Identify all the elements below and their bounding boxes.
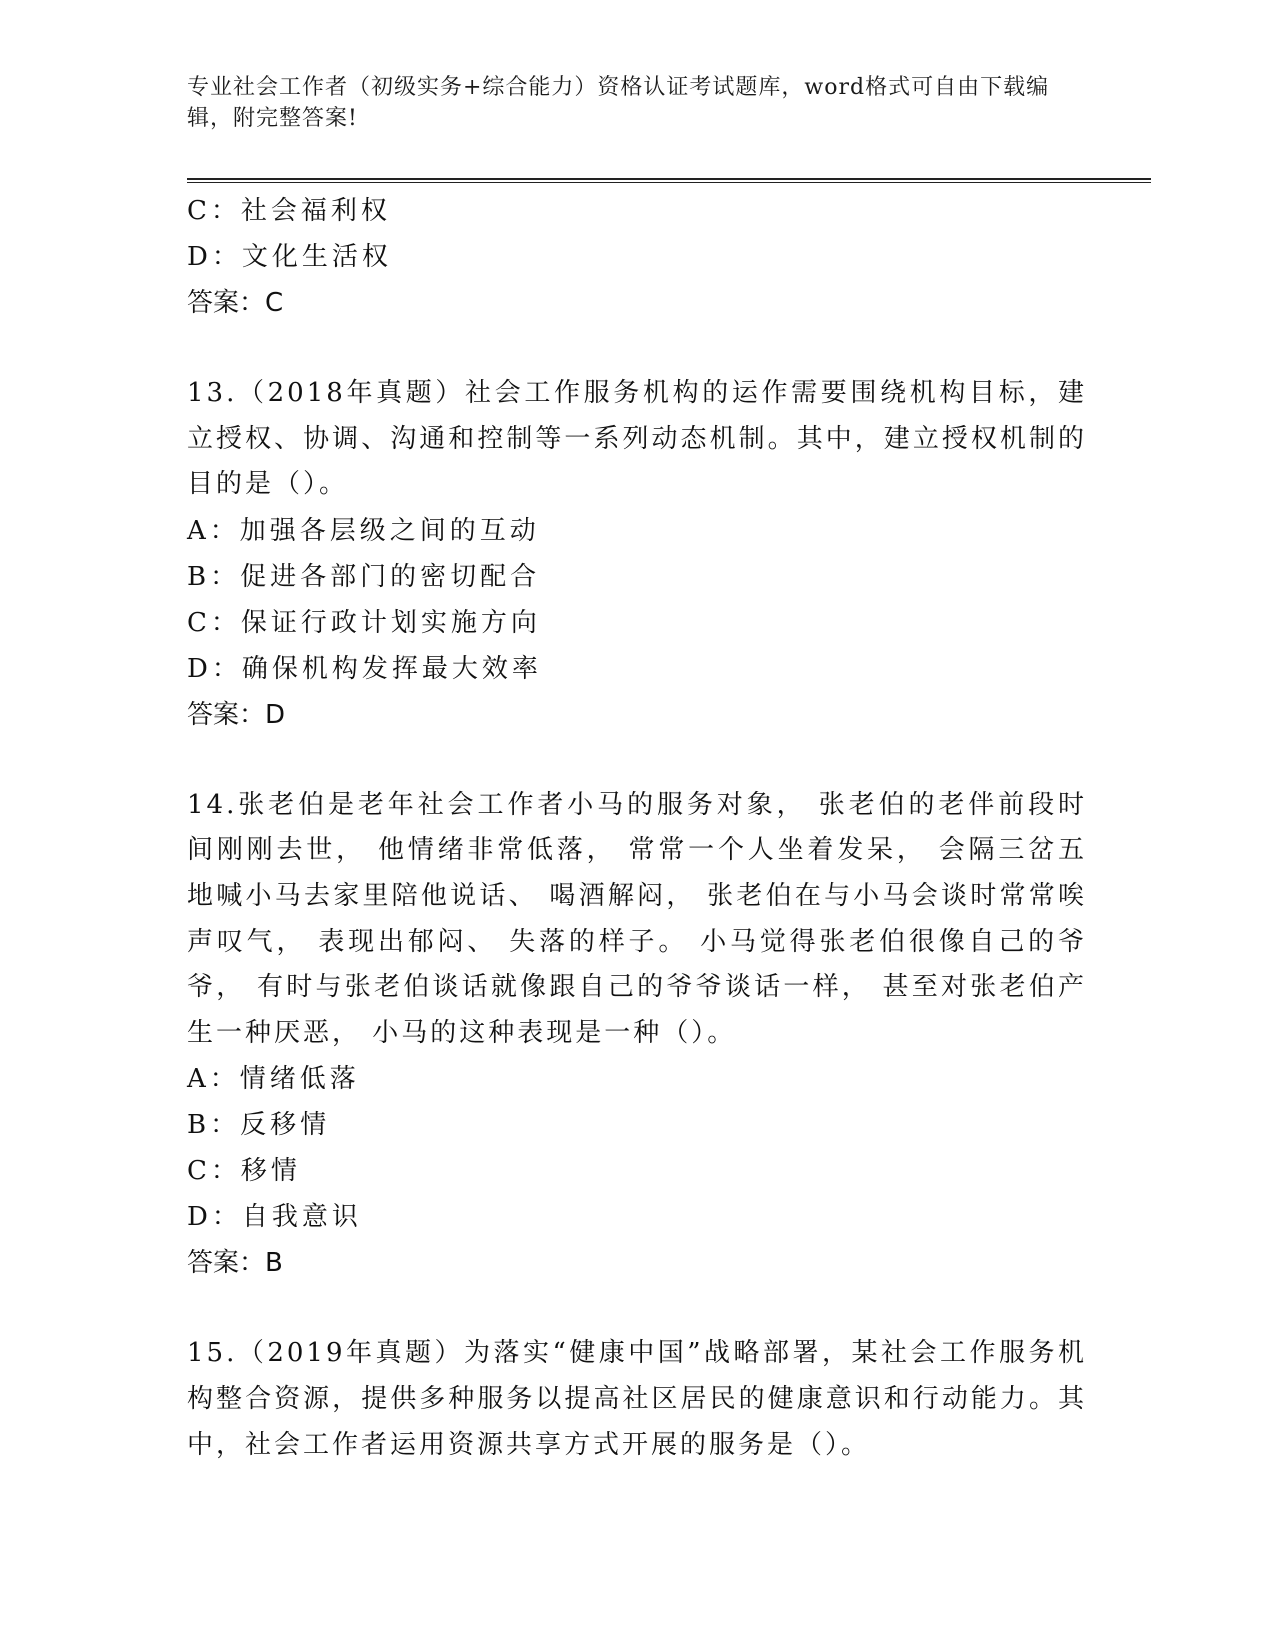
- q13-option-c: C：保证行政计划实施方向: [187, 607, 541, 638]
- q13-option-d: D：确保机构发挥最大效率: [187, 653, 542, 684]
- q12-option-c: C：社会福利权: [187, 196, 391, 226]
- q13-option-a: A：加强各层级之间的互动: [187, 515, 540, 546]
- q14-option-a: A：情绪低落: [187, 1064, 360, 1095]
- q14-option-b: B：反移情: [187, 1110, 331, 1141]
- q13-answer: 答案：D: [187, 699, 286, 730]
- q14-option-d: D：自我意识: [187, 1202, 362, 1233]
- header-rule-thick: [187, 178, 1151, 180]
- q12-option-d: D：文化生活权: [187, 242, 392, 272]
- q13-option-b: B：促进各部门的密切配合: [187, 561, 541, 592]
- q14-answer: 答案：B: [187, 1248, 283, 1279]
- page-header: 专业社会工作者（初级实务+综合能力）资格认证考试题库，word格式可自由下载编辑，附完整答案!: [187, 75, 1050, 131]
- q13-stem: 13.（2018年真题）社会工作服务机构的运作需要围绕机构目标，建立授权、协调、沟通和控制等一系列动态机制。其中，建立授权机制的目的是（）。: [187, 378, 1087, 500]
- q14-stem: 14.张老伯是老年社会工作者小马的服务对象， 张老伯的老伴前段时间刚刚去世， 他情绪非常低落， 常常一个人坐着发呆， 会隔三岔五地喊小马去家里陪他说话、 喝酒解闷， 张老伯在与小马会谈时常常唉声叹气， 表现出郁闷、 失落的样子。 小马觉得张老伯很像自己的爷爷， 有时与张老伯谈话就像跟自己的爷爷谈话一样， 甚至对张老伯产生一种厌恶， 小马的这种表现是一种（）。: [187, 789, 1087, 1048]
- q15-stem: 15.（2019年真题）为落实“健康中国”战略部署，某社会工作服务机构整合资源，提供多种服务以提高社区居民的健康意识和行动能力。其中，社会工作者运用资源共享方式开展的服务是（）。: [187, 1338, 1087, 1460]
- header-rule-thin: [187, 182, 1151, 183]
- spacer: [187, 1286, 1087, 1331]
- q12-answer: 答案：C: [187, 288, 284, 318]
- spacer: [187, 326, 1087, 371]
- q14-option-c: C：移情: [187, 1156, 301, 1187]
- spacer: [187, 738, 1087, 783]
- question-content: [187, 188, 1087, 1468]
